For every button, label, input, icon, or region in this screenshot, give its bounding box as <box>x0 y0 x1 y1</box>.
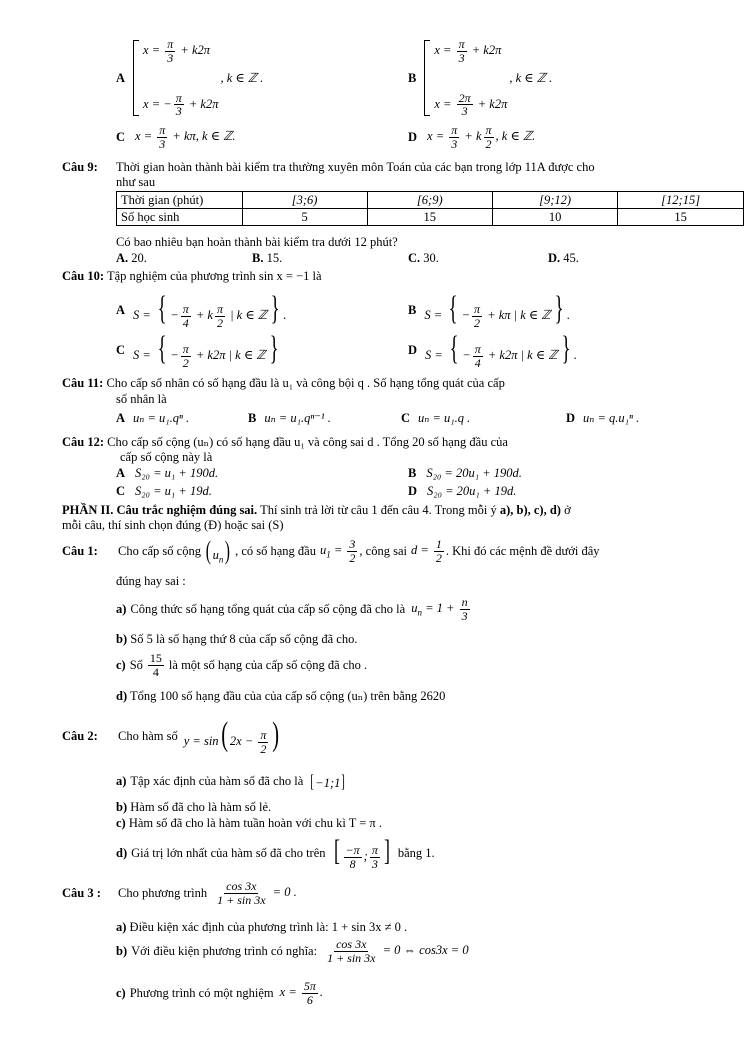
section-title: PHẦN II. Câu trắc nghiệm đúng sai. <box>62 503 258 517</box>
question-label: Câu 12: <box>62 435 105 449</box>
item-text: Với điều kiện phương trình có nghĩa: <box>131 943 318 958</box>
table-cell: [6;9) <box>367 192 492 209</box>
item-text: Công thức số hạng tổng quát của cấp số cộng đã cho là <box>130 601 406 616</box>
q11-option-c <box>401 410 470 426</box>
option-text: S₂₀ = 20u₁ + 19d. <box>427 484 517 498</box>
option-text: uₙ = u₁.q . <box>418 411 471 425</box>
equation-system: x = $\frac{\pi}{3}$ + k2π x = $\frac{2\pi}{3}$ + k2π <box>434 37 508 119</box>
table-row <box>117 192 744 209</box>
question-text-cont: đúng hay sai : <box>116 574 186 588</box>
item-text: Tổng 100 số hạng đầu của của cấp số cộng (uₙ) trên bằng 2620 <box>130 689 446 703</box>
q10-option-c: C S = { − $\frac{\pi}{2}$ + k2π | k ∈ ℤ } <box>116 330 279 370</box>
q10-option-d: D S = { − $\frac{\pi}{4}$ + k2π | k ∈ ℤ } . <box>408 330 577 370</box>
option-text: uₙ = q.u₁ⁿ . <box>583 411 640 425</box>
q12-header <box>62 434 508 450</box>
p2q3-header: Câu 3 : Cho phương trình $\frac{\cos 3x}{1 + \sin 3x}$ = 0 . <box>62 879 297 907</box>
q11-option-a <box>116 410 189 426</box>
question-label: Câu 9: <box>62 160 98 174</box>
item-label: d) <box>116 689 128 703</box>
item-text: Điều kiện xác định của phương trình là: 1 + sin 3x ≠ 0 . <box>129 920 408 934</box>
q12-option-d <box>408 484 516 499</box>
q8-option-d: D x = $\frac{\pi}{3}$ + k $\frac{\pi}{2}$ , k ∈ ℤ. <box>408 123 536 151</box>
question-text: Cho phương trình <box>118 885 208 900</box>
question-text: . Khi đó các mệnh đề dưới đây <box>445 543 600 558</box>
p2q2-item-c <box>116 816 382 831</box>
equation-system: x = $\frac{\pi}{3}$ + k2π x = − $\frac{\pi}{3}$ + k2π <box>143 37 219 119</box>
table-cell: [12;15] <box>618 192 744 209</box>
option-key: C. <box>408 251 421 265</box>
option-text: 20. <box>131 251 147 265</box>
question-text: , công sai <box>359 543 407 558</box>
option-text: 15. <box>266 251 283 265</box>
part2-heading <box>62 503 571 518</box>
q8-option-c: C x = $\frac{\pi}{3}$ + kπ, k ∈ ℤ. <box>116 123 236 151</box>
q11-option-b <box>248 410 331 426</box>
question-label: Câu 10: <box>62 269 105 283</box>
item-label: c) <box>116 816 126 830</box>
q9-option-a <box>116 251 147 266</box>
item-text: Số <box>129 657 143 672</box>
option-key: D <box>408 129 418 144</box>
p2q3-item-b: b) Với điều kiện phương trình có nghĩa: $\frac{\cos 3x}{1 + \sin 3x}$ = 0 ⇔ cos3x = 0 <box>116 937 469 965</box>
question-label: Câu 2: <box>62 729 98 744</box>
question-text-cont: cấp số cộng này là <box>120 450 213 464</box>
p2q2-header: Câu 2: Cho hàm số y = sin( 2x − $\frac{\pi}{2}$ ) <box>62 716 280 756</box>
q9-option-d <box>548 251 579 266</box>
option-key: A <box>116 411 126 425</box>
table-cell: 10 <box>492 209 617 226</box>
option-key: D. <box>548 251 561 265</box>
bracket <box>133 40 139 116</box>
question-text: Cho cấp số cộng (uₙ) có số hạng đầu u₁ và công sai d . Tổng 20 số hạng đầu của <box>107 435 508 449</box>
item-text: là một số hạng của cấp số cộng đã cho . <box>168 657 368 672</box>
q11-header <box>62 376 505 391</box>
option-key: B <box>248 411 257 425</box>
item-text: Hàm số đã cho là hàm số lẻ. <box>130 800 272 814</box>
table-row <box>117 209 744 226</box>
q10-option-b: B S = { − $\frac{\pi}{2}$ + kπ | k ∈ ℤ } . <box>408 290 571 330</box>
table-header-cell: Thời gian (phút) <box>117 192 243 209</box>
question-label: Câu 1: <box>62 543 98 558</box>
section-text-end: ở <box>560 503 571 517</box>
option-suffix: , k ∈ ℤ . <box>509 71 553 85</box>
option-key: A <box>116 466 126 480</box>
p2q3-item-c: c) Phương trình có một nghiệm x = $\frac{5\pi}{6}$ . <box>116 979 324 1007</box>
section-items: a), b), c), d) <box>499 503 561 517</box>
item-label: b) <box>116 632 128 646</box>
option-text: 45. <box>563 251 579 265</box>
item-label: d) <box>116 845 128 860</box>
option-key: C <box>116 484 126 498</box>
question-text-cont: như sau <box>116 175 156 189</box>
bracket <box>424 40 430 116</box>
option-key: D <box>408 484 418 498</box>
p2q1-item-a: a) Công thức số hạng tổng quát của cấp số cộng đã cho là $u_n = 1$ + $\frac{n}{3}$ <box>116 595 468 623</box>
q8-option-a <box>116 38 263 118</box>
q9-table <box>116 191 744 226</box>
p2q1-item-b <box>116 632 357 647</box>
option-key: C <box>116 129 126 144</box>
question-text: Cho cấp số cộng <box>118 543 201 558</box>
item-text: Tập xác định của hàm số đã cho là <box>130 774 304 788</box>
question-prompt: Có bao nhiêu bạn hoàn thành bài kiểm tra dưới 12 phút? <box>116 235 398 249</box>
item-text: Giá trị lớn nhất của hàm số đã cho trên <box>131 845 326 860</box>
item-label: a) <box>116 920 127 934</box>
item-label: a) <box>116 774 127 788</box>
item-text: Hàm số đã cho là hàm tuần hoàn với chu kì T = π . <box>128 816 382 830</box>
item-label: b) <box>116 800 128 814</box>
item-text: Phương trình có một nghiệm <box>129 985 274 1000</box>
question-text-cont: số nhân là <box>116 392 167 406</box>
option-key: B <box>408 70 417 85</box>
question-text: , có số hạng đầu <box>235 543 316 558</box>
p2q3-item-a <box>116 920 407 935</box>
table-header-cell: Số học sinh <box>117 209 243 226</box>
q12-option-c <box>116 484 212 499</box>
item-text: bằng 1. <box>397 845 435 860</box>
q9-option-c <box>408 251 439 266</box>
table-cell: [9;12) <box>492 192 617 209</box>
option-key: A. <box>116 251 129 265</box>
question-label: Câu 11: <box>62 376 104 390</box>
option-text: uₙ = u₁.qⁿ . <box>133 411 190 425</box>
item-label: c) <box>116 985 126 1000</box>
q11-option-d <box>566 410 639 426</box>
q8-option-b <box>408 38 552 118</box>
item-text: Số 5 là số hạng thứ 8 của cấp số cộng đã cho. <box>130 632 358 646</box>
option-key: D <box>566 411 576 425</box>
option-text: uₙ = u₁.qⁿ⁻¹ . <box>264 411 331 425</box>
p2q1-item-c: c) Số $\frac{15}{4}$ là một số hạng của cấp số cộng đã cho . <box>116 651 368 679</box>
option-key: A <box>116 70 126 85</box>
question-text: Cho cấp số nhân có số hạng đầu là u₁ và công bội q . Số hạng tổng quát của cấp <box>106 376 505 390</box>
item-label: b) <box>116 943 128 958</box>
table-cell: 15 <box>367 209 492 226</box>
table-cell: 5 <box>242 209 367 226</box>
option-text: S₂₀ = u₁ + 19d. <box>135 484 212 498</box>
option-suffix: , k ∈ ℤ . <box>220 71 264 85</box>
q10-option-a: A S = { − $\frac{\pi}{4}$ + k $\frac{\pi}{2}$ | k ∈ ℤ } . <box>116 290 287 330</box>
option-text: 30. <box>423 251 439 265</box>
section-text: Thí sinh trả lời từ câu 1 đến câu 4. Trong mỗi ý <box>257 503 500 517</box>
option-key: B. <box>252 251 264 265</box>
question-text: Tập nghiệm của phương trình sin x = −1 là <box>106 269 322 283</box>
section-text-cont: mỗi câu, thí sinh chọn đúng (Đ) hoặc sai (S) <box>62 518 284 532</box>
item-label: c) <box>116 657 126 672</box>
p2q1-header: Câu 1: Cho cấp số cộng ( $u_n$) , có số hạng đầu $u_1$ = $\frac{3}{2}$ , công sai d = $\frac{1}{2}$ . Khi đó các mệnh đề dưới đây <box>62 536 600 565</box>
p2q1-item-d <box>116 688 445 704</box>
p2q2-item-b <box>116 800 271 815</box>
table-cell: [3;6) <box>242 192 367 209</box>
question-label: Câu 3 : <box>62 885 101 900</box>
option-key: C <box>401 411 411 425</box>
question-text: Cho hàm số <box>118 729 178 744</box>
table-cell: 15 <box>618 209 744 226</box>
p2q2-item-a: a) Tập xác định của hàm số đã cho là [−1;1] <box>116 771 346 791</box>
q12-option-b <box>408 466 522 481</box>
q9-option-b <box>252 251 282 266</box>
item-label: a) <box>116 601 127 616</box>
option-text: S₂₀ = u₁ + 190d. <box>135 466 219 480</box>
q9-header <box>62 160 595 175</box>
q12-option-a <box>116 466 218 481</box>
option-text: S₂₀ = 20u₁ + 190d. <box>426 466 522 480</box>
question-text: Thời gian hoàn thành bài kiểm tra thường xuyên môn Toán của các bạn trong lớp 11A được cho <box>116 160 595 174</box>
p2q2-item-d: d) Giá trị lớn nhất của hàm số đã cho trên [ $\frac{-\pi}{8}$ ; $\frac{\pi}{3}$ ] bằng 1. <box>116 834 435 871</box>
q10-header <box>62 269 322 284</box>
option-key: B <box>408 466 417 480</box>
